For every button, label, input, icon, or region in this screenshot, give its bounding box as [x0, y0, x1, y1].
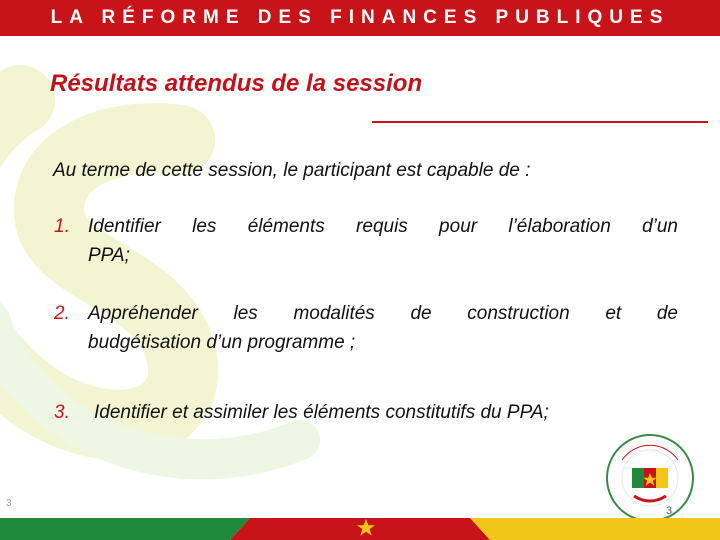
star-icon [356, 518, 376, 538]
objective-text-line: PPA; [88, 245, 130, 266]
objective-number: 3. [54, 402, 70, 423]
intro-text: Au terme de cette session, le participant est capable de : [53, 160, 531, 181]
reform-logo [604, 432, 696, 524]
objective-text-line: Identifier et assimiler les éléments constitutifs du PPA; [94, 402, 549, 423]
objective-item [54, 212, 678, 270]
objective-text-line: budgétisation d’un programme ; [88, 332, 356, 353]
objective-item [54, 299, 678, 357]
background-watermark [0, 20, 440, 540]
slide-title: Résultats attendus de la session [50, 70, 423, 97]
objective-number: 2. [54, 303, 70, 324]
objective-text-line: Appréhender les modalités de construction et de [88, 303, 678, 324]
title-underline [372, 121, 708, 123]
objective-number: 1. [54, 216, 70, 237]
page-number: 3 [666, 505, 673, 517]
header-banner-text: LA RÉFORME DES FINANCES PUBLIQUES [50, 7, 670, 28]
slide-number: 3 [6, 498, 12, 509]
objective-text-line: Identifier les éléments requis pour l’élaboration d’un [88, 216, 678, 237]
header-banner [0, 0, 720, 36]
objective-item [54, 398, 678, 427]
